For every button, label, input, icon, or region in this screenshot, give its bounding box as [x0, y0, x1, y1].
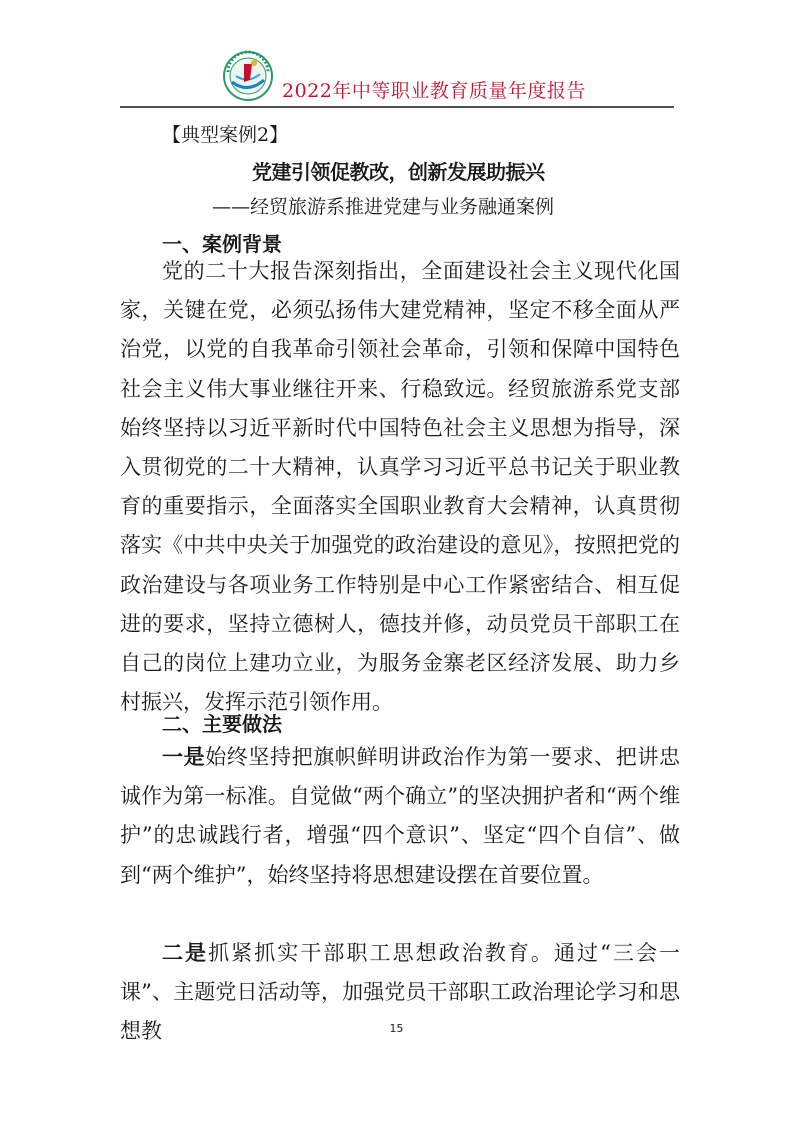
page-header: [0, 0, 793, 112]
case-subtitle: ——经贸旅游系推进党建与业务融通案例: [212, 196, 555, 218]
paragraph-lead: 一是: [162, 745, 206, 769]
school-emblem-icon: [222, 50, 274, 102]
section-heading-practices: 二、主要做法: [162, 712, 282, 736]
paragraph-background: 党的二十大报告深刻指出，全面建设社会主义现代化国家，关键在党，必须弘扬伟大建党精神，坚定不移全面从严治党，以党的自我革命引领社会革命，引领和保障中国特色社会主义伟大事业继往开来、行稳致远。经贸旅游系党支部始终坚持以习近平新时代中国特色社会主义思想为指导，深入贯彻党的二十大精神，认真学习习近平总书记关于职业教育的重要指示，全面落实全国职业教育大会精神，认真贯彻落实《中共中央关于加强党的政治建设的意见》，按照把党的政治建设与各项业务工作特别是中心工作紧密结合、相互促进的要求，坚持立德树人，德技并修，动员党员干部职工在自己的岗位上建功立业，为服务金寨老区经济发展、助力乡村振兴，发挥示范引领作用。: [120, 259, 680, 715]
header-divider: [120, 106, 674, 108]
paragraph-lead: 二是: [162, 941, 209, 965]
paragraph-practice-two: 二是抓紧抓实干部职工思想政治教育。通过“三会一课”、主题党日活动等，加强党员干部职工政治理论学习和思想教: [120, 941, 681, 1044]
report-title: 2022年中等职业教育质量年度报告: [282, 80, 586, 102]
case-title: 党建引领促教改，创新发展助振兴: [252, 160, 545, 184]
section-heading-background: 一、案例背景: [162, 232, 282, 256]
paragraph-practice-one: 一是始终坚持把旗帜鲜明讲政治作为第一要求、把讲忠诚作为第一标准。自觉做“两个确立”的坚决拥护者和“两个维护”的忠诚践行者，增强“四个意识”、坚定“四个自信”、做到“两个维护”，始终坚持将思想建设摆在首要位置。: [120, 745, 680, 887]
page-number: 15: [389, 1022, 404, 1035]
case-tag: 【典型案例2】: [162, 124, 289, 146]
